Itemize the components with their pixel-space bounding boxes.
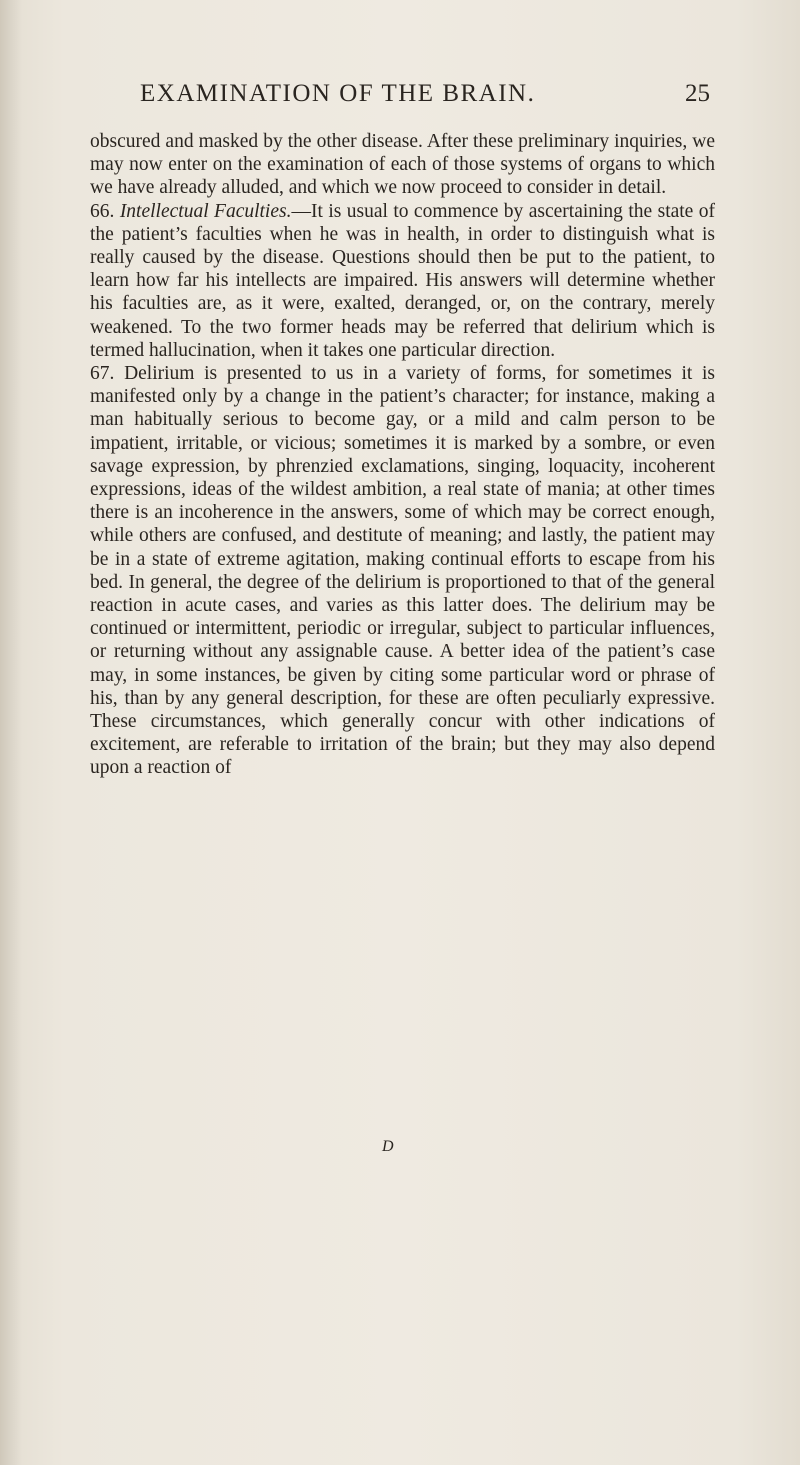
running-head	[140, 80, 710, 120]
binding-gutter-shadow	[0, 0, 22, 1465]
section-number: 67.	[90, 363, 115, 385]
paragraph-text: Delirium is presented to us in a variety of forms, for sometimes it is manifested only by a change in the patient’s character; for instance, making a man habitually serious to become gay, or a mild and calm person to be impatient, irritable, or vicious; sometimes it is marked by a sombre, or even savage expression, by phrenzied exclamations, singing, loquacity, incoherent expressions, ideas of the wildest ambition, a real state of mania; at other times there is an incoherence in the answers, some of which may be correct enough, while others are confused, and destitute of meaning; and lastly, the patient may be in a state of extreme agitation, making continual efforts to escape from his bed. In general, the degree of the delirium is proportioned to that of the general reaction in acute cases, and varies as this latter does. The delirium may be continued or intermittent, periodic or irregular, subject to particular influences, or returning without any assignable cause. A better idea of the patient’s case may, in some instances, be given by citing some particular word or phrase of his, than by any general description, for these are often peculiarly expressive. These circumstances, which generally concur with other indications of excitement, are referable to irritation of the brain; but they may also depend upon a reaction of	[90, 363, 716, 779]
paragraph-66	[90, 200, 715, 362]
signature-mark: D	[382, 1138, 394, 1155]
running-head-title: EXAMINATION OF THE BRAIN.	[140, 80, 536, 107]
body-text	[90, 130, 715, 780]
section-number: 66.	[90, 200, 115, 222]
paragraph-text: —It is usual to commence by ascertaining the state of the patient’s faculties when he was in health, in order to distinguish what is really caused by the disease. Questions should then be put to the patient, to learn how far his intellects are impaired. His answers will determine whether his faculties are, as it were, exalted, deranged, or, on the contrary, merely weakened. To the two former heads may be referred that delirium which is termed hallucination, when it takes one particular direction.	[90, 200, 716, 361]
paragraph-text: obscured and masked by the other disease. After these preliminary inquiries, we may now enter on the examination of each of those systems of organs to which we have already alluded, and which we now proceed to consider in detail.	[90, 131, 715, 199]
section-title: Intellectual Faculties.	[119, 200, 292, 222]
page-number: 25	[685, 80, 710, 107]
paragraph-67	[90, 362, 715, 780]
paragraph-continued	[90, 130, 715, 200]
